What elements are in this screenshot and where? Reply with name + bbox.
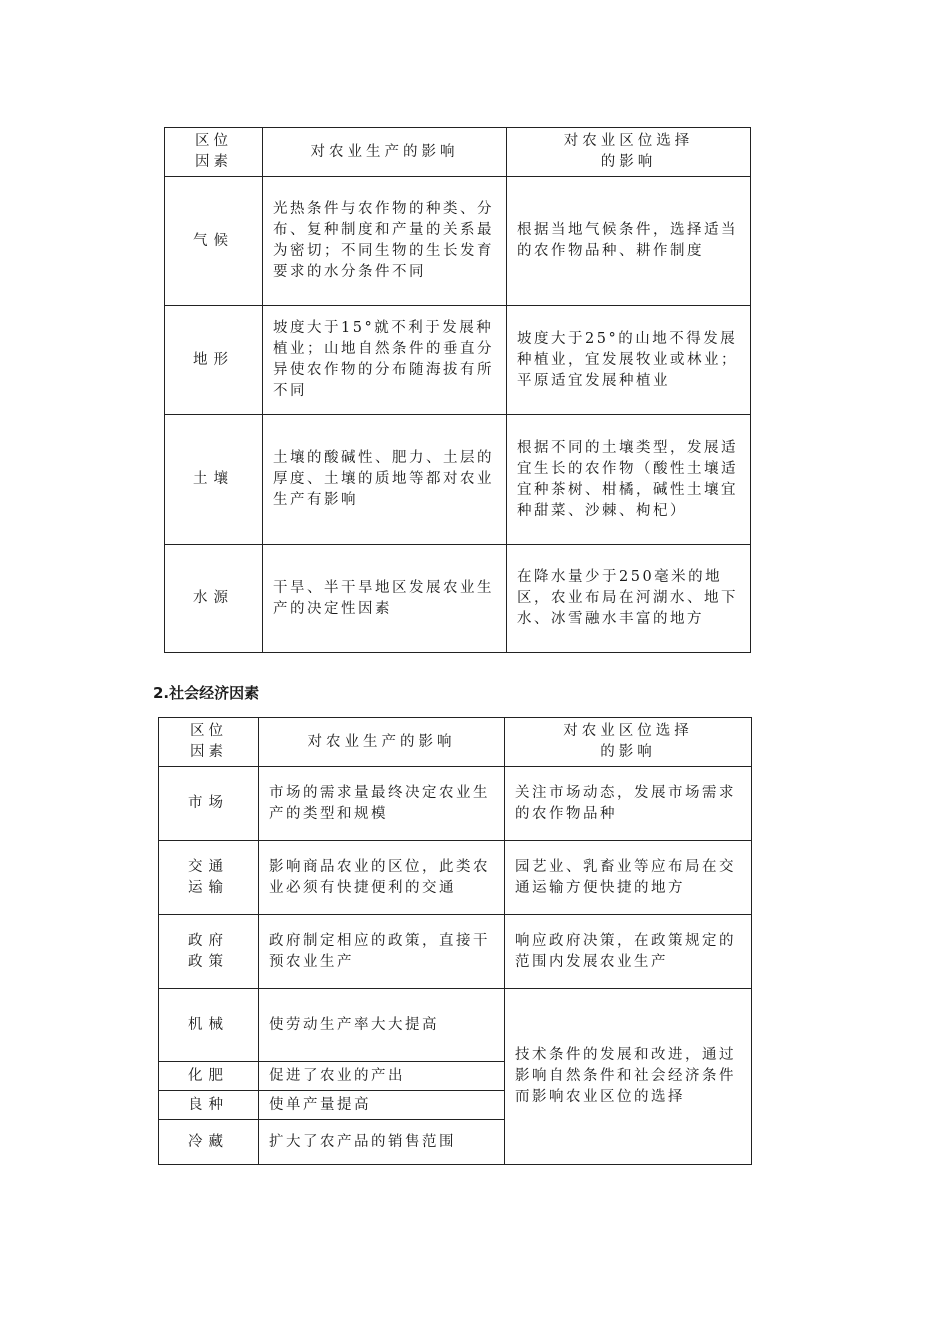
impact-cell: 坡度大于15°就不利于发展种植业；山地自然条件的垂直分异使农作物的分布随海拔有所不同 [263,306,507,415]
choice-cell: 根据当地气候条件，选择适当的农作物品种、耕作制度 [507,177,751,306]
header-factor [159,718,259,767]
impact-cell: 土壤的酸碱性、肥力、土层的厚度、土壤的质地等都对农业生产有影响 [263,415,507,545]
header-impact: 对农业生产的影响 [259,718,505,767]
choice-cell: 响应政府决策，在政策规定的范围内发展农业生产 [505,915,752,989]
choice-cell: 在降水量少于250毫米的地区，农业布局在河湖水、地下水、冰雪融水丰富的地方 [507,545,751,653]
factor-cell: 地形 [165,306,263,415]
factor-cell: 冷藏 [159,1120,259,1165]
header-choice [507,128,751,177]
table-row [159,915,752,989]
header-choice [505,718,752,767]
table-row [165,545,751,653]
factor-text: 交通 运输 [188,858,229,896]
header-choice-text: 对农业区位选择 的影响 [563,723,693,760]
impact-cell: 政府制定相应的政策，直接干预农业生产 [259,915,505,989]
impact-cell: 干旱、半干旱地区发展农业生产的决定性因素 [263,545,507,653]
factor-cell: 土壤 [165,415,263,545]
impact-cell: 影响商品农业的区位，此类农业必须有快捷便利的交通 [259,841,505,915]
header-factor-text: 区位 因素 [190,723,227,760]
factor-cell [159,841,259,915]
choice-cell: 坡度大于25°的山地不得发展种植业，宜发展牧业或林业；平原适宜发展种植业 [507,306,751,415]
section-title: 2.社会经济因素 [153,684,260,702]
factor-cell [159,915,259,989]
choice-cell: 园艺业、乳畜业等应布局在交通运输方便快捷的地方 [505,841,752,915]
factor-text: 政府 政策 [188,932,229,970]
header-choice-text: 对农业区位选择 的影响 [563,133,694,170]
impact-cell: 使劳动生产率大大提高 [259,989,505,1062]
natural-factors-table [164,127,751,653]
table-row [159,767,752,841]
factor-cell: 良种 [159,1091,259,1120]
table-row [165,415,751,545]
table-row [159,841,752,915]
table-row [165,177,751,306]
factor-cell: 市场 [159,767,259,841]
impact-cell: 使单产量提高 [259,1091,505,1120]
factor-cell: 水源 [165,545,263,653]
factor-cell: 机械 [159,989,259,1062]
choice-cell: 关注市场动态，发展市场需求的农作物品种 [505,767,752,841]
impact-cell: 市场的需求量最终决定农业生产的类型和规模 [259,767,505,841]
header-factor-text: 区位 因素 [195,133,232,170]
choice-cell: 根据不同的土壤类型，发展适宜生长的农作物（酸性土壤适宜种茶树、柑橘，碱性土壤宜种甜菜、沙棘、枸杞） [507,415,751,545]
impact-cell: 促进了农业的产出 [259,1062,505,1091]
factor-cell: 气候 [165,177,263,306]
header-factor [165,128,263,177]
table-row [165,306,751,415]
header-impact: 对农业生产的影响 [263,128,507,177]
impact-cell: 扩大了农产品的销售范围 [259,1120,505,1165]
socioeconomic-factors-table [158,717,752,1165]
impact-cell: 光热条件与农作物的种类、分布、复种制度和产量的关系最为密切；不同生物的生长发育要求的水分条件不同 [263,177,507,306]
tech-choice-cell: 技术条件的发展和改进，通过影响自然条件和社会经济条件而影响农业区位的选择 [505,989,752,1165]
table-row [159,989,752,1062]
factor-cell: 化肥 [159,1062,259,1091]
